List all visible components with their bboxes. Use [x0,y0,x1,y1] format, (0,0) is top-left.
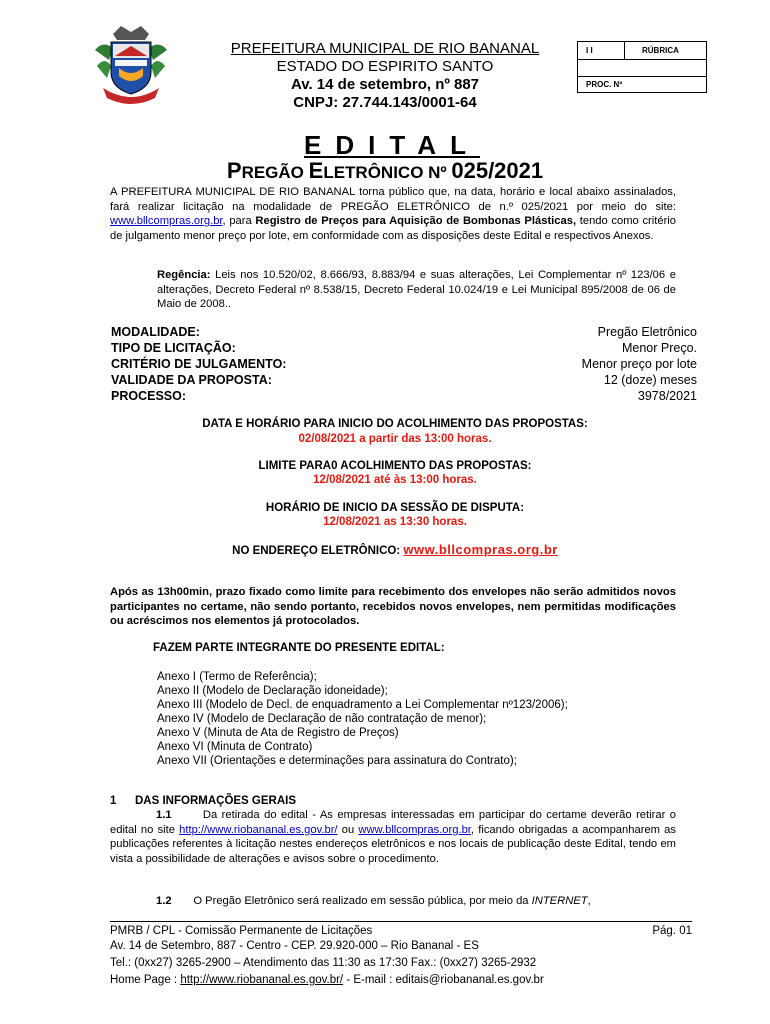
warning-paragraph: Após as 13h00min, prazo fixado como limite para recebimento dos envelopes não serão admitidos novos participantes no certame, não sendo portanto, recebidos novos envelopes, nem permitidas modificações ou acréscimos nos elementos já protocolados. [110,586,676,628]
header-address: Av. 14 de setembro, nº 887 [290,76,480,93]
footer-phone: Tel.: (0xx27) 3265-2900 – Atendimento das 11:30 as 17:30 Fax.: (0xx27) 3265-2932 [110,957,537,969]
schedule-limite-label: LIMITE PARA0 ACOLHIMENTO DAS PROPOSTAS: [258,460,532,472]
footer-address: Av. 14 de Setembro, 887 - Centro - CEP. 29.920-000 – Rio Bananal - ES [110,940,479,952]
anexo-item: Anexo II (Modelo de Declaração idoneidade); [157,685,388,697]
detail-value-modalidade: Pregão Eletrônico [597,325,697,339]
riobananal-link[interactable]: http://www.riobananal.es.gov.br/ [179,823,338,836]
anexo-item: Anexo I (Termo de Referência); [157,671,317,683]
schedule-sessao-value: 12/08/2021 as 13:30 horas. [323,516,467,528]
detail-value-tipo: Menor Preço. [621,341,697,355]
item-1-1-paragraph: 1.1 Da retirada do edital - As empresas interessadas em participar do certame deverão retirar o edital no site http://www.riobananal.es.gov.br/ ou www.bllcompras.org.br, ficando obrigadas a acompanharem as publicações referentes à licitação nestes endereços eletrônicos e nos locais de publicação deste Edital, tendo em vista a possibilidade de alterações e avisos sobre o procedimento. [110,809,676,865]
schedule-inicio-label: DATA E HORÁRIO PARA INICIO DO ACOLHIMENTO DAS PROPOSTAS: [202,418,588,430]
rubrica-label: RÚBRICA [642,46,679,55]
schedule-sessao-label: HORÁRIO DE INICIO DA SESSÃO DE DISPUTA: [265,502,525,514]
item-1-2-paragraph: 1.2 O Pregão Eletrônico será realizado em sessão pública, por meio da INTERNET, [156,895,591,907]
footer-contact: Home Page : http://www.riobananal.es.gov.br/ - E-mail : editais@riobananal.es.gov.br [110,974,544,986]
pregao-title [0,158,770,184]
endereco-link[interactable]: www.bllcompras.org.br [403,542,558,557]
detail-label-modalidade: MODALIDADE: [111,325,200,339]
proc-number-label: PROC. Nº [586,80,623,89]
footer-email: - E-mail : editais@riobananal.es.gov.br [343,974,544,986]
detail-value-validade: 12 (doze) meses [603,373,697,387]
anexo-item: Anexo VI (Minuta de Contrato) [157,741,313,753]
pregao-number: 025/2021 [451,158,544,183]
anexo-item: Anexo VII (Orientações e determinações para assinatura do Contrato); [157,755,517,767]
rubrica-box-left-label: I I [586,46,593,55]
header-state: ESTADO DO ESPIRITO SANTO [276,58,494,75]
anexo-item: Anexo V (Minuta de Ata de Registro de Preços) [157,727,399,739]
footer-page-number: Pág. 01 [652,925,692,937]
header-municipality: PREFEITURA MUNICIPAL DE RIO BANANAL [230,40,540,57]
footer-home-link[interactable]: http://www.riobananal.es.gov.br/ [180,974,344,986]
detail-label-tipo: TIPO DE LICITAÇÃO: [111,341,236,355]
municipal-crest-icon [93,26,169,106]
detail-value-processo: 3978/2021 [637,389,697,403]
detail-label-criterio: CRITÉRIO DE JULGAMENTO: [111,357,287,371]
footer-commission: PMRB / CPL - Comissão Permanente de Licitações [110,925,373,937]
section-number: 1 [110,795,117,807]
schedule-inicio-value: 02/08/2021 a partir das 13:00 horas. [298,433,492,445]
eletronico-rest: LETRÔNICO Nº [323,163,452,182]
anexo-item: Anexo III (Modelo de Decl. de enquadramento a Lei Complementar nº123/2006); [157,699,568,711]
edital-title: EDITAL [304,130,480,160]
header-cnpj: CNPJ: 27.744.143/0001-64 [293,94,477,111]
bllcompras-link[interactable]: www.bllcompras.org.br [110,215,223,228]
pregao-rest: REGÃO [241,163,309,182]
regencia-paragraph: Regência: Leis nos 10.520/02, 8.666/93, 8.883/94 e suas alterações, Lei Complementar nº 123/06 e alterações, Decreto Federal nº 8.538/15, Decreto Federal 10.024/19 e Lei Municipal 895/2008 de 06 de Maio de 2008.. [157,269,676,311]
bllcompras-link-2[interactable]: www.bllcompras.org.br [358,823,471,836]
detail-value-criterio: Menor preço por lote [581,357,697,371]
detail-label-processo: PROCESSO: [111,389,187,403]
eletronico-initial: E [308,158,324,183]
schedule-limite-value: 12/08/2021 até às 13:00 horas. [313,474,477,486]
footer-divider [110,921,692,922]
rubrica-box [577,41,707,93]
schedule-endereco: NO ENDEREÇO ELETRÔNICO: www.bllcompras.org.br [232,542,558,557]
section-title: DAS INFORMAÇÕES GERAIS [135,795,297,807]
anexo-item: Anexo IV (Modelo de Declaração de não contratação de menor); [157,713,487,725]
pregao-initial: P [226,158,242,183]
intro-paragraph: A PREFEITURA MUNICIPAL DE RIO BANANAL torna público que, na data, horário e local abaixo assinalados, fará realizar licitação na modalidade de PREGÃO ELETRÔNICO de n.º 025/2021 por meio do site: www.bllcompras.org.br, para Registro de Preços para Aquisição de Bombonas Plásticas, tendo como critério de julgamento menor preço por lote, em conformidade com as disposições deste Edital e respectivos Anexos. [110,186,677,242]
detail-label-validade: VALIDADE DA PROPOSTA: [111,373,272,387]
anexos-title: FAZEM PARTE INTEGRANTE DO PRESENTE EDITAL: [153,642,445,654]
